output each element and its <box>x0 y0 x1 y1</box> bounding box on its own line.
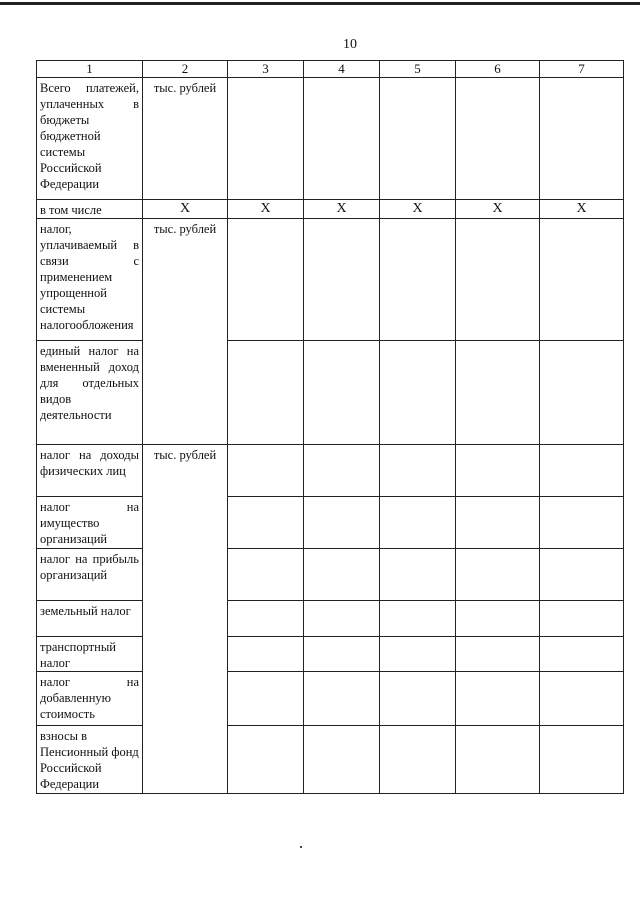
value-cell <box>380 497 456 549</box>
unit-cell-total: тыс. рублей <box>143 78 228 200</box>
value-cell <box>380 219 456 341</box>
value-cell <box>540 549 624 601</box>
value-cell <box>540 497 624 549</box>
value-cell <box>456 341 540 445</box>
value-cell <box>304 601 380 637</box>
col-header-5: 5 <box>380 61 456 78</box>
table-row-transport <box>37 637 624 672</box>
value-cell <box>456 445 540 497</box>
value-cell <box>380 78 456 200</box>
table-row-land <box>37 601 624 637</box>
value-cell <box>540 601 624 637</box>
row-label-including: в том числе <box>37 200 143 219</box>
value-cell <box>228 726 304 794</box>
header-row <box>37 61 624 78</box>
row-label-land: земельный налог <box>37 601 143 637</box>
value-cell <box>228 549 304 601</box>
row-label-ndfl: налог на доходы физических лиц <box>37 445 143 497</box>
value-cell <box>456 601 540 637</box>
value-cell <box>228 78 304 200</box>
value-cell <box>456 726 540 794</box>
value-cell <box>380 726 456 794</box>
value-cell <box>304 549 380 601</box>
row-label-profit: налог на прибыль организаций <box>37 549 143 601</box>
value-cell <box>540 726 624 794</box>
table-row-property <box>37 497 624 549</box>
col-header-7: 7 <box>540 61 624 78</box>
value-cell <box>304 341 380 445</box>
page-number: 10 <box>343 37 357 52</box>
table-row-total <box>37 78 624 200</box>
value-cell <box>228 341 304 445</box>
col-header-3: 3 <box>228 61 304 78</box>
x-mark: Х <box>228 200 304 219</box>
value-cell <box>456 672 540 726</box>
value-cell <box>380 341 456 445</box>
value-cell <box>540 341 624 445</box>
value-cell <box>380 549 456 601</box>
value-cell <box>540 78 624 200</box>
value-cell <box>380 601 456 637</box>
table-row-profit <box>37 549 624 601</box>
value-cell <box>304 672 380 726</box>
value-cell <box>304 726 380 794</box>
value-cell <box>456 219 540 341</box>
value-cell <box>456 78 540 200</box>
value-cell <box>304 219 380 341</box>
value-cell <box>228 601 304 637</box>
value-cell <box>380 672 456 726</box>
row-label-usn: налог, уплачиваемый в связи с применением упрощенной системы налогообложения <box>37 219 143 341</box>
table-row-envd <box>37 341 624 445</box>
x-mark: Х <box>304 200 380 219</box>
value-cell <box>540 219 624 341</box>
x-mark: Х <box>540 200 624 219</box>
col-header-6: 6 <box>456 61 540 78</box>
value-cell <box>540 445 624 497</box>
value-cell <box>228 497 304 549</box>
table-row-usn <box>37 219 624 341</box>
value-cell <box>456 637 540 672</box>
table-row-vat <box>37 672 624 726</box>
row-label-total: Всего платежей, уплаченных в бюджеты бюджетной системы Российской Федерации <box>37 78 143 200</box>
value-cell <box>540 672 624 726</box>
value-cell <box>304 637 380 672</box>
unit-cell-ndfl: тыс. рублей <box>143 445 228 794</box>
value-cell <box>304 78 380 200</box>
row-label-transport: транспортный налог <box>37 637 143 672</box>
value-cell <box>540 637 624 672</box>
col-header-1: 1 <box>37 61 143 78</box>
value-cell <box>228 637 304 672</box>
col-header-2: 2 <box>143 61 228 78</box>
x-mark: Х <box>143 200 228 219</box>
row-label-property: налог на имущество организаций <box>37 497 143 549</box>
value-cell <box>228 672 304 726</box>
top-rule <box>0 2 640 5</box>
table-row-ndfl <box>37 445 624 497</box>
row-label-pension: взносы в Пенсионный фонд Российской Федерации <box>37 726 143 794</box>
value-cell <box>304 497 380 549</box>
payments-table <box>36 60 624 794</box>
value-cell <box>228 219 304 341</box>
row-label-vat: налог на добавленную стоимость <box>37 672 143 726</box>
scan-speck <box>300 846 302 848</box>
x-mark: Х <box>380 200 456 219</box>
value-cell <box>304 445 380 497</box>
value-cell <box>456 497 540 549</box>
col-header-4: 4 <box>304 61 380 78</box>
table-row-including <box>37 200 624 219</box>
value-cell <box>228 445 304 497</box>
value-cell <box>380 637 456 672</box>
x-mark: Х <box>456 200 540 219</box>
row-label-envd: единый налог на вмененный доход для отдельных видов деятельности <box>37 341 143 445</box>
unit-cell-usn: тыс. рублей <box>143 219 228 445</box>
table-row-pension <box>37 726 624 794</box>
value-cell <box>380 445 456 497</box>
value-cell <box>456 549 540 601</box>
